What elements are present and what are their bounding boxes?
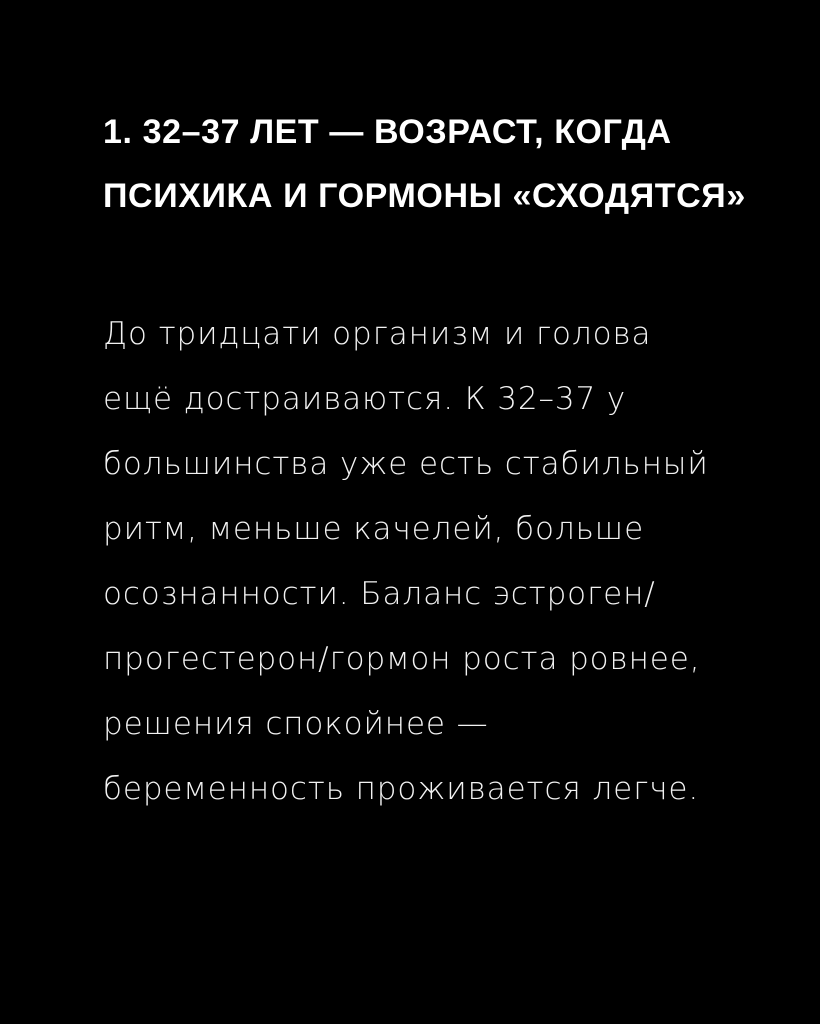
slide-heading [103,100,760,228]
body-line-3: большинства уже есть стабильный [103,446,709,482]
body-line-1: До тридцати организм и голова [103,316,652,352]
body-line-7: решения спокойнее — [103,706,489,742]
body-line-2: ещё достраиваются. К 32–37 у [103,381,627,417]
body-line-5: осознанности. Баланс эстроген/ [103,576,656,612]
slide-body-paragraph [103,302,760,822]
body-line-4: ритм, меньше качелей, больше [103,511,645,547]
heading-line-2: ПСИХИКА И ГОРМОНЫ «СХОДЯТСЯ» [103,177,746,215]
heading-line-1: 1. 32–37 ЛЕТ — ВОЗРАСТ, КОГДА [103,113,672,151]
body-line-6: прогестерон/гормон роста ровнее, [103,641,701,677]
body-line-8: беременность проживается легче. [103,771,700,807]
